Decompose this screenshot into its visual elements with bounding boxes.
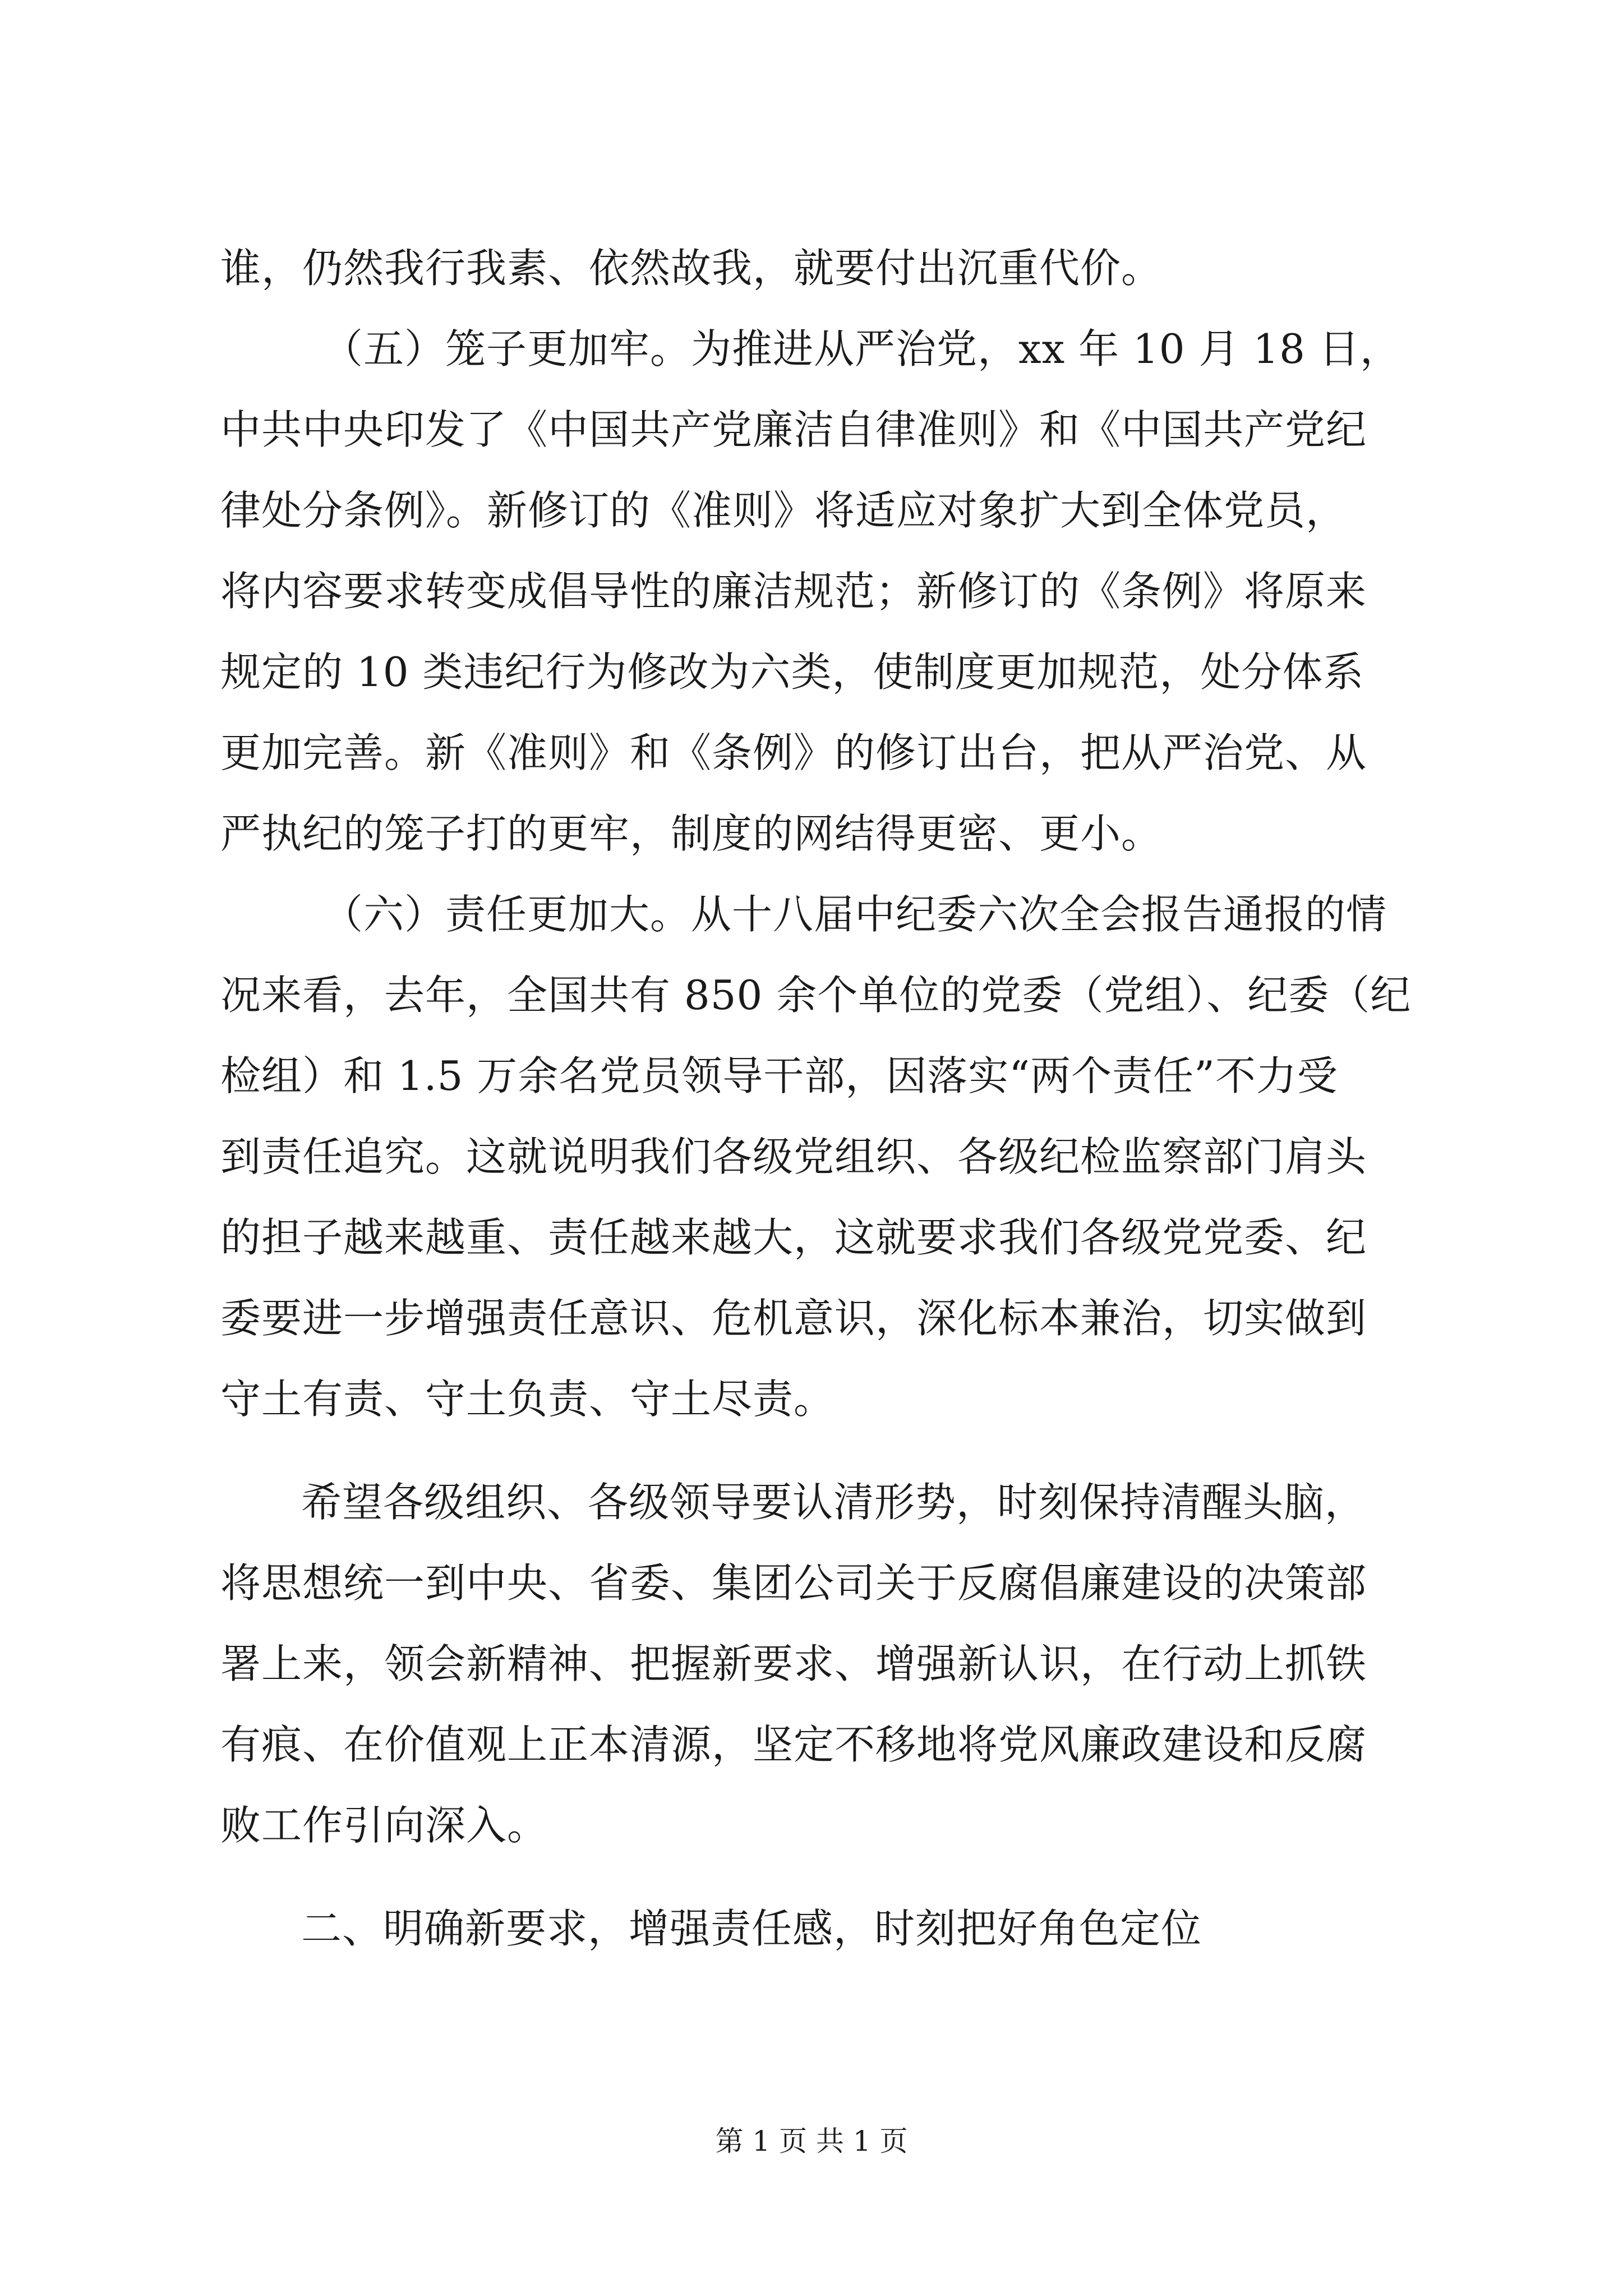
text-line: 谁，仍然我行我素、依然故我，就要付出沉重代价。 xyxy=(220,245,1163,292)
text-line: 更加完善。新《准则》和《条例》的修订出台，把从严治党、从 xyxy=(220,729,1367,776)
text-line: 到责任追究。这就说明我们各级党组织、各级纪检监察部门肩头 xyxy=(220,1133,1367,1180)
text-line: 有痕、在价值观上正本清源，坚定不移地将党风廉政建设和反腐 xyxy=(220,1721,1367,1768)
text-line: 中共中央印发了《中国共产党廉洁自律准则》和《中国共产党纪 xyxy=(220,406,1367,453)
document-body xyxy=(220,228,1421,1969)
paragraph-five-heading-line: （五）笼子更加牢。为推进从严治党，xx 年 10 月 18 日， xyxy=(322,325,1401,372)
text-line: 的担子越来越重、责任越来越大，这就要求我们各级党党委、纪 xyxy=(220,1214,1367,1261)
text-line: 将思想统一到中央、省委、集团公司关于反腐倡廉建设的决策部 xyxy=(220,1559,1367,1607)
text-line: 严执纪的笼子打的更牢，制度的网结得更密、更小。 xyxy=(220,810,1163,857)
text-line: 况来看，去年，全国共有 850 余个单位的党委（党组）、纪委（纪 xyxy=(220,972,1412,1019)
paragraph-hope-first-line: 希望各级组织、各级领导要认清形势，时刻保持清醒头脑， xyxy=(301,1479,1366,1526)
text-line: 规定的 10 类违纪行为修改为六类，使制度更加规范，处分体系 xyxy=(220,648,1364,696)
text-line: 署上来，领会新精神、把握新要求、增强新认识，在行动上抓铁 xyxy=(220,1640,1367,1687)
text-line: 败工作引向深入。 xyxy=(220,1802,548,1849)
text-line: 将内容要求转变成倡导性的廉洁规范；新修订的《条例》将原来 xyxy=(220,568,1367,615)
section-two-heading: 二、明确新要求，增强责任感，时刻把好角色定位 xyxy=(301,1905,1202,1952)
text-line: 检组）和 1.5 万余名党员领导干部，因落实“两个责任”不力受 xyxy=(220,1052,1338,1099)
paragraph-six-heading-line: （六）责任更加大。从十八届中纪委六次全会报告通报的情 xyxy=(322,891,1387,938)
text-line: 委要进一步增强责任意识、危机意识，深化标本兼治，切实做到 xyxy=(220,1295,1367,1342)
page-number-footer: 第 1 页 共 1 页 xyxy=(715,2125,908,2157)
text-line: 律处分条例》。新修订的《准则》将适应对象扩大到全体党员， xyxy=(220,487,1347,534)
text-line: 守土有责、守土负责、守土尽责。 xyxy=(220,1375,835,1423)
